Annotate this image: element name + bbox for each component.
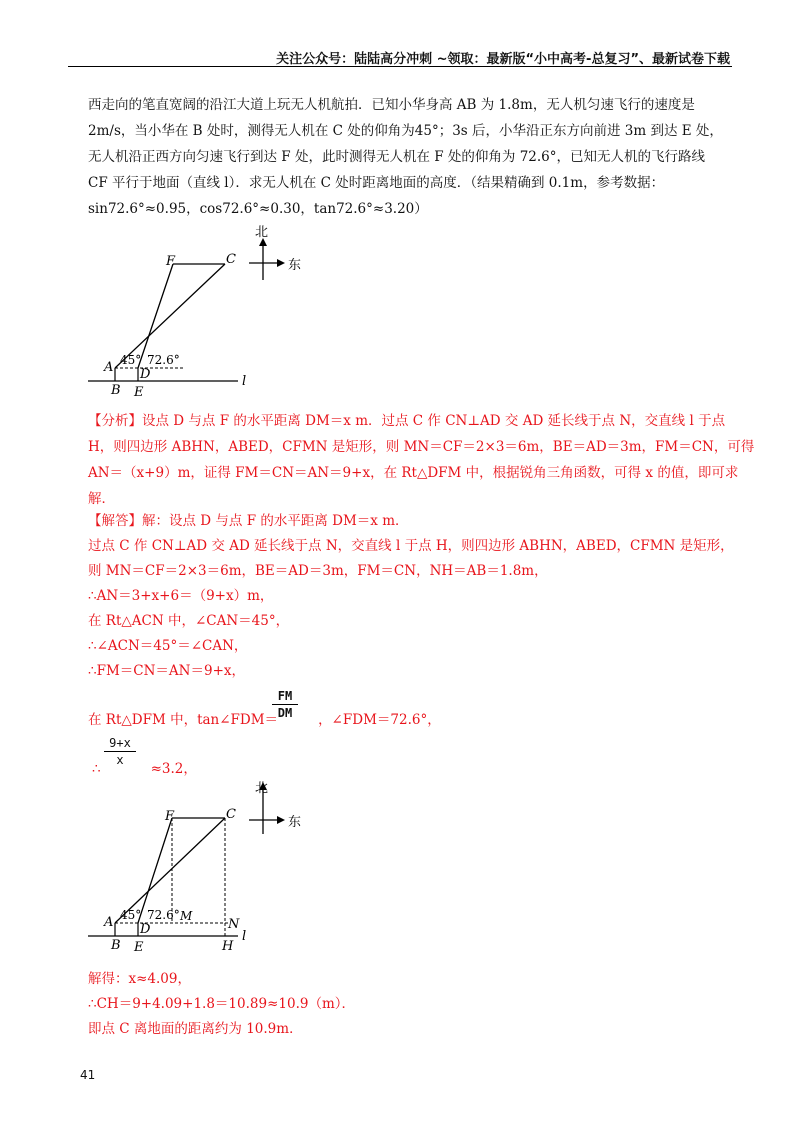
point-m-label: M — [180, 909, 193, 923]
north-label: 北 — [255, 781, 269, 796]
point-n-label: N — [228, 917, 240, 932]
point-e-label: E — [134, 385, 144, 400]
problem-line-2: 2m/s，当小华在 B 处时，测得无人机在 C 处的仰角为45°；3s 后，小华沿正东方向前进 3m 到达 E 处， — [88, 123, 723, 139]
page-number: 41 — [80, 1068, 96, 1082]
solution-line-12: 即点 C 离地面的距离约为 10.9m． — [88, 1021, 303, 1037]
point-f-label: F — [166, 254, 176, 269]
line-l-label: l — [242, 374, 247, 389]
point-f-label: F — [165, 809, 175, 824]
solution-line-2: 过点 C 作 CN⊥AD 交 AD 延长线于点 N，交直线 l 于点 H，则四边形 ABHN，ABED，CFMN 是矩形， — [88, 538, 734, 554]
problem-line-3: 无人机沿正西方向匀速飞行到达 F 处，此时测得无人机在 F 处的仰角为 72.6°，已知无人机的飞行路线 — [88, 149, 705, 165]
point-e-label: E — [134, 940, 144, 955]
solution-line-1: 【解答】解：设点 D 与点 F 的水平距离 DM＝x m． — [88, 513, 409, 529]
solution-line-6: ∴∠ACN＝45°＝∠CAN， — [88, 638, 248, 654]
fraction-fm-dm — [272, 688, 298, 721]
solution-line-3: 则 MN＝CF＝2×3＝6m，BE＝AD＝3m，FM＝CN，NH＝AB＝1.8m， — [88, 563, 548, 579]
solution-line-10: 解得：x≈4.09， — [88, 971, 191, 987]
header-divider — [68, 66, 732, 67]
angle-72-label: 72.6° — [147, 353, 180, 367]
solution-line-11: ∴CH＝9+4.09+1.8＝10.89≈10.9（m）． — [88, 996, 356, 1012]
figure-1-diagram — [88, 222, 318, 402]
problem-line-4: CF 平行于地面（直线 l）．求无人机在 C 处时距离地面的高度．（结果精确到 0.1m，参考数据： — [88, 175, 665, 191]
angle-fdm-value: ，∠FDM＝72.6°， — [318, 712, 441, 728]
point-b-label: B — [111, 383, 121, 398]
solution-line-5: 在 Rt△ACN 中，∠CAN＝45°， — [88, 613, 290, 629]
analysis-line-1: 【分析】设点 D 与点 F 的水平距离 DM＝x m．过点 C 作 CN⊥AD 交 AD 延长线于点 N，交直线 l 于点 — [88, 413, 726, 429]
compass-arrow-east — [277, 259, 285, 267]
north-label: 北 — [255, 225, 269, 240]
angle-72-label: 72.6° — [147, 908, 180, 922]
angle-45-label: 45° — [120, 908, 142, 922]
compass-arrow-east — [277, 816, 285, 824]
point-a-label: A — [104, 360, 114, 375]
east-label: 东 — [288, 815, 302, 830]
line-l-label: l — [242, 929, 247, 944]
fraction-denominator: DM — [277, 706, 293, 720]
page-header: 关注公众号：陆陆高分冲刺 ~领取：最新版“小中高考-总复习”、最新试卷下载 — [276, 52, 730, 67]
point-c-label: C — [226, 807, 236, 822]
solution-line-8 — [88, 707, 441, 733]
solution-line-7: ∴FM＝CN＝AN＝9+x， — [88, 663, 245, 679]
point-c-label: C — [226, 252, 236, 267]
analysis-line-2: H，则四边形 ABHN，ABED，CFMN 是矩形，则 MN＝CF＝2×3＝6m，BE＝AD＝3m，FM＝CN，可得 — [88, 439, 755, 455]
problem-line-1: 西走向的笔直宽阔的沿江大道上玩无人机航拍．已知小华身高 AB 为 1.8m，无人机匀速飞行的速度是 — [88, 97, 695, 113]
point-a-label: A — [104, 915, 114, 930]
fraction-numerator: FM — [272, 688, 298, 705]
point-h-label: H — [222, 939, 234, 954]
analysis-line-4: 解． — [88, 491, 115, 507]
fraction2-numerator: 9+x — [104, 736, 136, 752]
solution-line-4: ∴AN＝3+x+6＝（9+x）m， — [88, 588, 274, 604]
tan-expression: 在 Rt△DFM 中，tan∠FDM＝ — [88, 712, 279, 728]
approx-value: ≈3.2， — [150, 761, 197, 777]
therefore-symbol: ∴ — [92, 761, 101, 777]
angle-45-label: 45° — [120, 353, 142, 367]
problem-line-5: sin72.6°≈0.95，cos72.6°≈0.30，tan72.6°≈3.20） — [88, 201, 428, 217]
point-d-label: D — [140, 922, 151, 937]
fraction2-denominator: x — [116, 753, 124, 767]
analysis-line-3: AN＝（x+9）m，证得 FM＝CN＝AN＝9+x，在 Rt△DFM 中，根据锐角三角函数，可得 x 的值，即可求 — [88, 465, 739, 481]
point-d-label: D — [140, 367, 151, 382]
east-label: 东 — [288, 258, 302, 273]
point-b-label: B — [111, 938, 121, 953]
figure-2-diagram — [88, 778, 328, 962]
